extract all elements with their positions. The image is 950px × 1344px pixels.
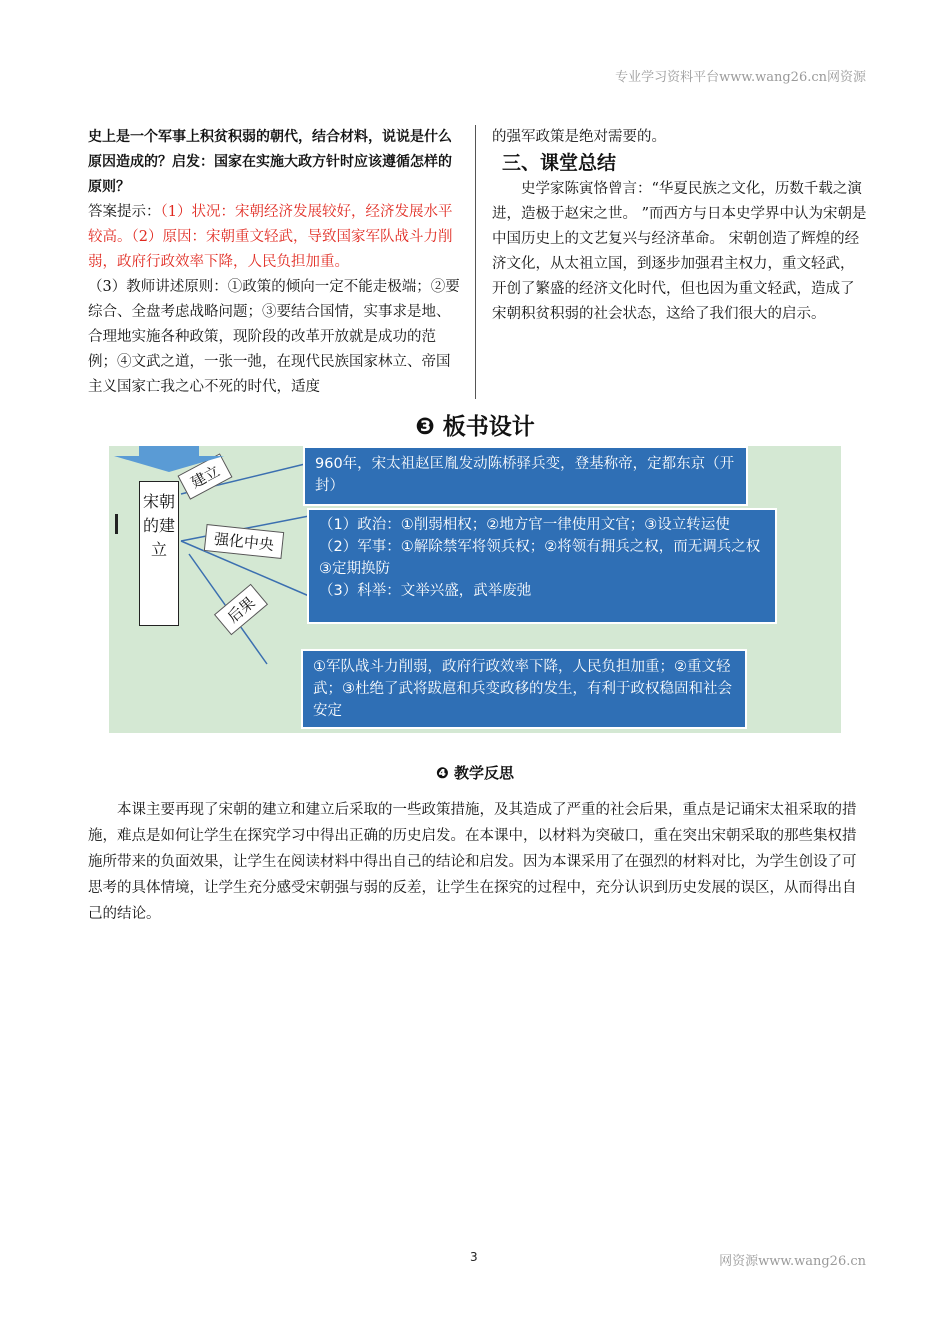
footer-site-note: 网资源www.wang26.cn — [719, 1254, 866, 1269]
answer-red-text: （1）状况：宋朝经济发展较好，经济发展水平较高。（2）原因：宋朝重文轻武，导致国家军队战斗力削弱，政府行政效率下降，人民负担加重。 — [88, 204, 453, 270]
centralize-politics: （1）政治：①削弱相权；②地方官一律使用文官；③设立转运使 — [319, 517, 730, 533]
left-column — [88, 125, 460, 400]
down-arrow-icon — [109, 446, 229, 472]
teacher-principles: （3）教师讲述原则：①政策的倾向一定不能走极端；②要综合、全盘考虑战略问题；③要结合国情，实事求是地、合理地实施各种政策，现阶段的改革开放就是成功的范例；④文武之道，一张一弛，在现代民族国家林立、帝国主义国家亡我之心不死的时代，适度 — [88, 279, 460, 395]
answer-prefix: 答案提示： — [88, 204, 161, 220]
board-design-heading: ❸ 板书设计 — [415, 414, 535, 440]
answer-hint — [88, 200, 460, 275]
class-summary-text: 史学家陈寅恪曾言：“华夏民族之文化，历数千载之演进，造极于赵宋之世。 ”而西方与日本史学界中认为宋朝是中国历史上的文艺复兴与经济革命。 宋朝创造了辉煌的经济文化，从太祖立国，到逐步加强君主权力，重文轻武，开创了繁盛的经济文化时代，但也因为重文轻武，造成了宋朝积贫积弱的社会状态，这给了我们很大的启示。 — [492, 181, 867, 322]
header-site-note: 专业学习资料平台www.wang26.cn网资源 — [615, 70, 866, 85]
centralize-exam: （3）科举：文举兴盛，武举废弛 — [319, 583, 532, 599]
song-founding-label: 宋朝的建立 — [139, 481, 179, 626]
box-establishment: 960年，宋太祖赵匡胤发动陈桥驿兵变，登基称帝，定都东京（开封） — [303, 446, 748, 506]
tag-centralize: 强化中央 — [204, 524, 284, 559]
box-centralization — [307, 508, 777, 624]
box-consequences: ①军队战斗力削弱，政府行政效率下降，人民负担加重；②重文轻武；③杜绝了武将跋扈和兵变政移的发生，有利于政权稳固和社会安定 — [301, 649, 747, 729]
reflection-body: 本课主要再现了宋朝的建立和建立后采取的一些政策措施，及其造成了严重的社会后果，重点是记诵宋太祖采取的措施，难点是如何让学生在探究学习中得出正确的历史启发。在本课中，以材料为突破口，重在突出宋朝采取的那些集权措施所带来的负面效果，让学生在阅读材料中得出自己的结论和启发。因为本课采用了在强烈的材料对比，为学生创设了可思考的具体情境，让学生充分感受宋朝强与弱的反差，让学生在探究的过程中，充分认识到历史发展的误区，从而得出自己的结论。 — [88, 802, 857, 922]
reflection-heading: ❹ 教学反思 — [436, 764, 514, 782]
column-divider — [475, 125, 476, 399]
tag-consequence: 后果 — [214, 584, 268, 636]
page-number: 3 — [470, 1250, 478, 1264]
section-title-summary: 三、课堂总结 — [502, 152, 617, 174]
continued-text: 的强军政策是绝对需要的。 — [492, 129, 666, 145]
tag-establish: 建立 — [177, 453, 232, 499]
right-column — [492, 125, 867, 327]
centralize-military: （2）军事：①解除禁军将领兵权；②将领有拥兵之权，而无调兵之权③定期换防 — [319, 539, 761, 577]
board-design-diagram — [109, 446, 841, 733]
discussion-question: 史上是一个军事上积贫积弱的朝代，结合材料，说说是什么原因造成的？启发：国家在实施大政方针时应该遵循怎样的原则？ — [88, 129, 452, 195]
left-marker — [115, 514, 118, 534]
